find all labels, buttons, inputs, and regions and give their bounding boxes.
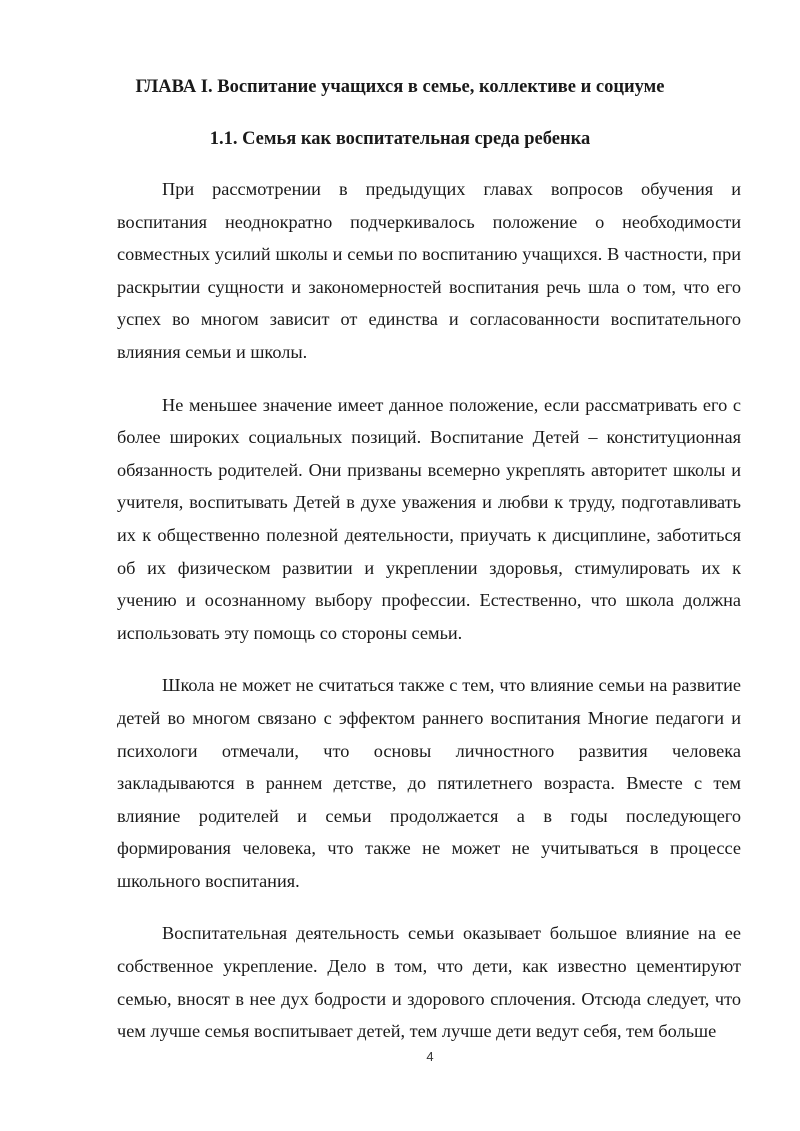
body-text — [117, 173, 741, 1068]
paragraph-3: Школа не может не считаться также с тем, что влияние семьи на развитие детей во многом связано с эффектом раннего воспитания Многие педагоги и психологи отмечали, что основы личностного развития человека закладываются в раннем детстве, до пятилетнего возраста. Вместе с тем влияние родителей и семьи продолжается а в годы последующего формирования человека, что также не может не учитываться в процессе школьного воспитания. — [117, 675, 741, 891]
page-number: 4 — [426, 1049, 434, 1064]
section-title: 1.1. Семья как воспитательная среда ребенка — [209, 129, 591, 149]
paragraph-2: Не меньшее значение имеет данное положение, если рассматривать его с более широких социальных позиций. Воспитание Детей – конституционная обязанность родителей. Они призваны всемерно укреплять авторитет школы и учителя, воспитывать Детей в духе уважения и любви к труду, подготавливать их к общественно полезной деятельности, приучать к дисциплине, заботиться об их физическом развитии и укреплении здоровья, стимулировать их к учению и осознанному выбору профессии. Естественно, что школа должна использовать эту помощь со стороны семьи. — [117, 394, 741, 643]
paragraph-4: Воспитательная деятельность семьи оказывает большое влияние на ее собственное укрепление. Дело в том, что дети, как известно цементируют семью, вносят в нее дух бодрости и здорового сплочения. Отсюда следует, что чем лучше семья воспитывает детей, тем лучше дети ведут себя, тем больше — [117, 923, 741, 1042]
paragraph-1: При рассмотрении в предыдущих главах вопросов обучения и воспитания неоднократно подчеркивалось положение о необходимости совместных усилий школы и семьи по воспитанию учащихся. В частности, при раскрытии сущности и закономерностей воспитания речь шла о том, что его успех во многом зависит от единства и согласованности воспитательного влияния семьи и школы. — [117, 179, 741, 362]
chapter-title: ГЛАВА I. Воспитание учащихся в семье, коллективе и социуме — [135, 77, 665, 97]
